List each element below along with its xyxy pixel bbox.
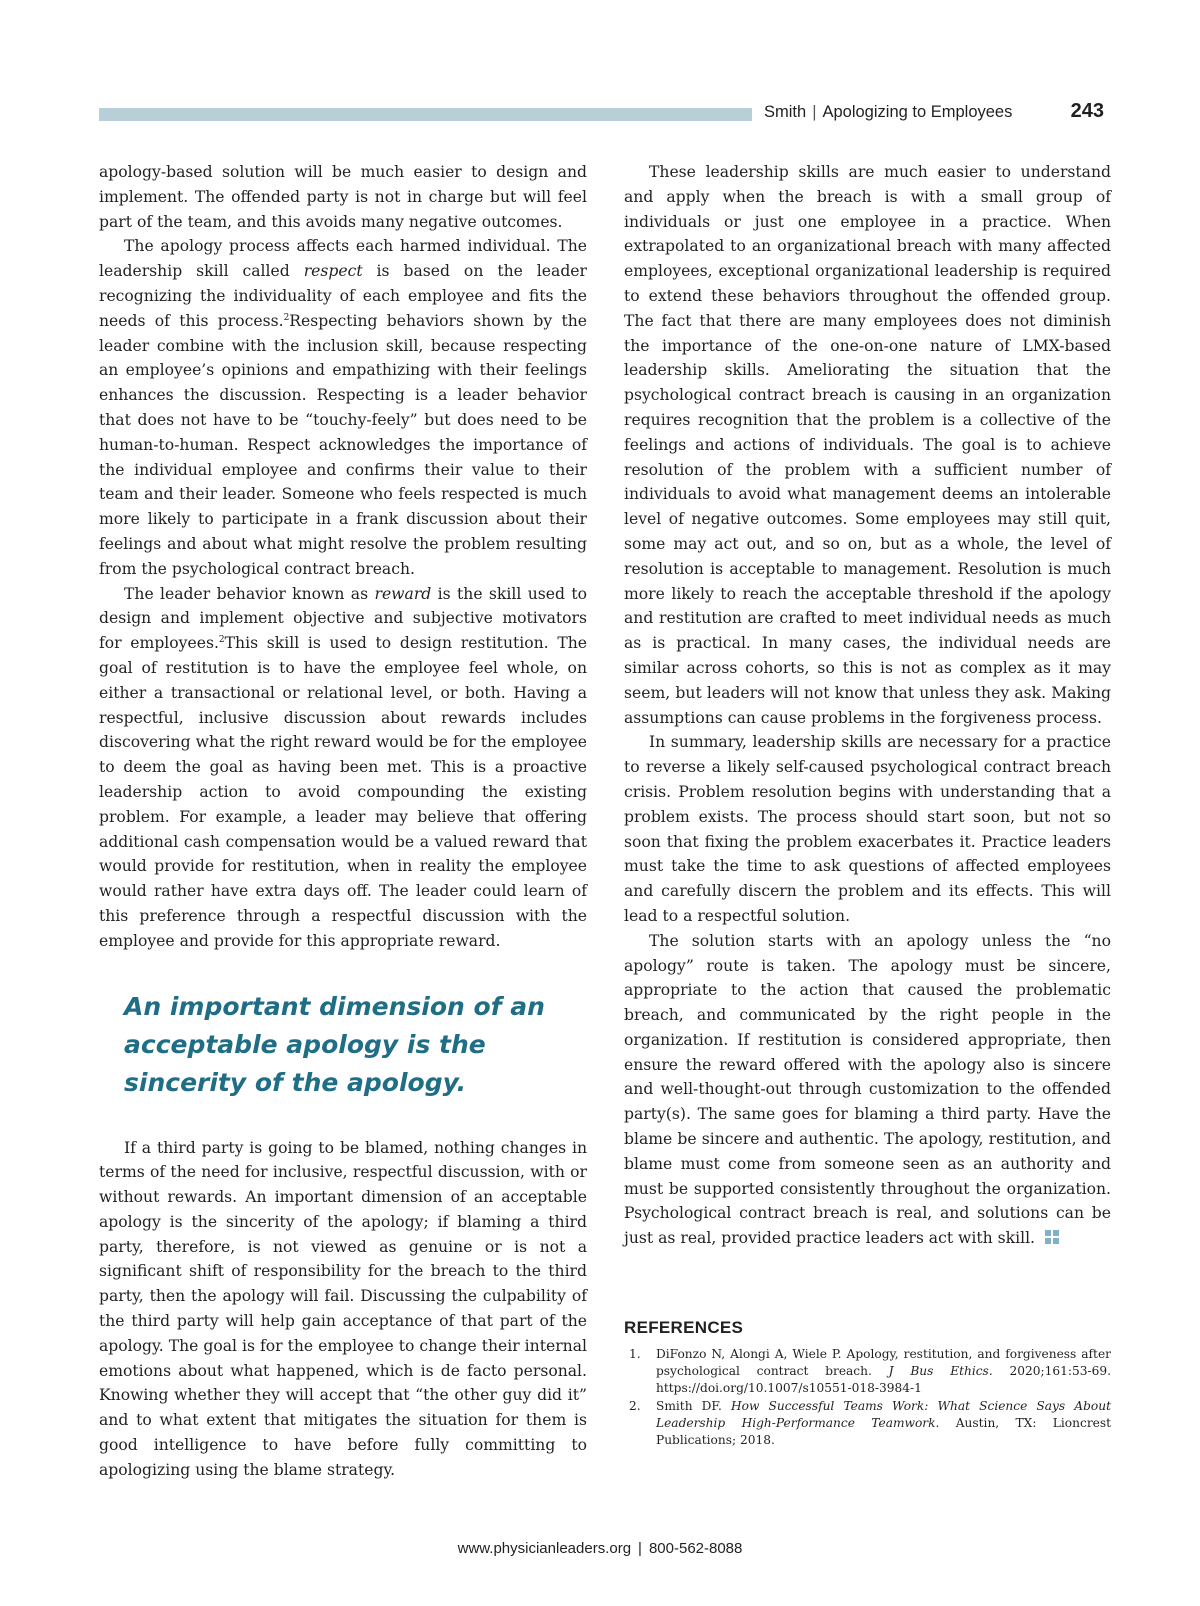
left-p3-text-a: The leader behavior known as <box>124 584 375 603</box>
left-p2-emphasis: respect <box>303 262 363 281</box>
left-paragraph-3 <box>99 582 587 954</box>
right-paragraph-3 <box>624 929 1111 1251</box>
header-author: Smith <box>764 103 807 121</box>
references-heading: REFERENCES <box>624 1318 744 1337</box>
pull-quote: An important dimension of an acceptable apology is the sincerity of the apology. <box>124 991 545 1097</box>
left-p3-text-c: This skill is used to design restitution. The goal of restitution is to have the employee feel whole, on either a transactional or relational level, or both. Having a respectful, inclusive discussion about rewards includes discovering what the right reward would be for the employee to deem the goal as having been met. This is a proactive leadership action to avoid compounding the existing problem. For example, a leader may believe that offering additional cash compensation would be a valued reward that would provide for restitution, when in reality the employee would rather have extra days off. The leader could learn of this preference through a respectful discussion with the employee and provide for this appropriate reward. <box>99 634 588 950</box>
footer-separator: | <box>638 1540 642 1557</box>
left-p2-citation: 2 <box>283 312 290 323</box>
right-paragraph-2: In summary, leadership skills are necessary for a practice to reverse a likely self-caused psychological contract breach crisis. Problem resolution begins with understanding that a problem exists. The process should start soon, but not so soon that fixing the problem exacerbates it. Practice leaders must take the time to ask questions of affected employees and carefully discern the problem and its effects. This will lead to a respectful solution. <box>624 733 1111 925</box>
reference-details: Austin, TX: Lioncrest Publications; 2018. <box>656 1416 1112 1447</box>
left-paragraph-1: apology-based solution will be much easier to design and implement. The offended party is not in charge but will feel part of the team, and this avoids many negative outcomes. <box>99 163 587 231</box>
end-of-article-squares-icon <box>1045 1230 1060 1245</box>
header-separator: | <box>812 103 817 121</box>
right-p3-text: The solution starts with an apology unless the “no apology” route is taken. The apology must be sincere, appropriate to the action that caused the problematic breach, and communicated by the right people in the organization. If restitution is considered appropriate, then ensure the reward offered with the apology also is sincere and well-thought-out through customization to the offended party(s). The same goes for blaming a third party. Have the blame be sincere and authentic. The apology, restitution, and blame must come from someone seen as an authority and must be supported consistently throughout the organization. Psychological contract breach is real, and solutions can be just as real, provided practice leaders act with skill. <box>624 931 1111 1248</box>
reference-text: DiFonzo N, Alongi A, Wiele P. Apology, restitution, and forgiveness after psychological contract breach. <box>656 1347 1111 1378</box>
right-paragraph-1: These leadership skills are much easier to understand and apply when the breach is with a small group of individuals or just one employee in a practice. When extrapolated to an organizational breach with many affected employees, exceptional organizational leadership is required to extend these behaviors throughout the offended group. The fact that there are many employees does not diminish the importance of the one-on-one nature of LMX-based leadership skills. Ameliorating the situation that the psychological contract breach is causing in an organization requires recognition that the problem is a collective of the feelings and actions of individuals. The goal is to achieve resolution of the problem with a sufficient number of individuals to avoid what management deems an intolerable level of negative outcomes. Some employees may still quit, some may act out, and so on, but as a whole, the level of resolution is acceptable to management. Resolution is much more likely to reach the acceptable threshold if the apology and restitution are crafted to meet individual needs as much as is practical. In many cases, the individual needs are similar across cohorts, so this is not as complex as it may seem, but leaders will not know that unless they ask. Making assumptions can cause problems in the forgiveness process. <box>624 163 1111 727</box>
reference-item <box>624 1398 1111 1449</box>
left-paragraph-2 <box>99 234 587 581</box>
left-paragraph-4: If a third party is going to be blamed, nothing changes in terms of the need for inclusive, respectful discussion, with or without rewards. An important dimension of an acceptable apology is the sincerity of the apology; if blaming a third party, therefore, is not viewed as genuine or is not a significant shift of responsibility for the breach to the third party, then the apology will fail. Discussing the culpability of the third party will help gain acceptance of that part of the apology. The goal is for the employee to change their internal emotions about what happened, which is de facto personal. Knowing whether they will accept that “the other guy did it” and to what extent that mitigates the situation for them is good intelligence to have before fully committing to apologizing using the blame strategy. <box>99 1138 587 1479</box>
right-column <box>624 160 1111 1251</box>
left-p2-text-a: The apology process affects each harmed individual. The leadership skill called <box>99 237 587 281</box>
references-section <box>624 1318 1111 1450</box>
reference-number: 1. <box>629 1347 641 1361</box>
references-list <box>624 1346 1111 1449</box>
left-p3-emphasis: reward <box>374 584 432 603</box>
left-p3-citation: 2 <box>218 634 225 645</box>
header-decor-bar <box>99 108 752 121</box>
reference-journal: J Bus Ethics. <box>888 1364 993 1378</box>
left-column <box>99 160 587 1483</box>
left-p2-text-b: is based on the leader recognizing the individuality of each employee and fits the needs of this process. <box>99 262 587 330</box>
header-article-title: Apologizing to Employees <box>822 103 1013 121</box>
page-footer <box>0 1540 1200 1557</box>
reference-number: 2. <box>629 1399 641 1413</box>
reference-text: Smith DF. <box>656 1399 731 1413</box>
footer-phone: 800-562-8088 <box>648 1540 743 1557</box>
page-number: 243 <box>1070 100 1104 122</box>
reference-journal: How Successful Teams Work: What Science Says About Leadership High-Performance Teamwork. <box>656 1399 1111 1430</box>
reference-item <box>624 1346 1111 1397</box>
footer-website-link[interactable]: www.physicianleaders.org <box>457 1540 632 1557</box>
left-p2-text-c: Respecting behaviors shown by the leader combine with the inclusion skill, because respecting an employee’s opinions and empathizing with their feelings enhances the discussion. Respecting is a leader behavior that does not have to be “touchy-feely” but does need to be human-to-human. Respect acknowledges the importance of the individual employee and confirms their value to their team and their leader. Someone who feels respected is much more likely to participate in a frank discussion about their feelings and about what might resolve the problem resulting from the psychological contract breach. <box>99 311 587 578</box>
reference-details: 2020;161:53-69. https://doi.org/10.1007/s10551-018-3984-1 <box>656 1364 1111 1395</box>
left-p3-text-b: is the skill used to design and implement objective and subjective motivators for employees. <box>99 584 587 653</box>
running-header <box>764 103 1012 122</box>
